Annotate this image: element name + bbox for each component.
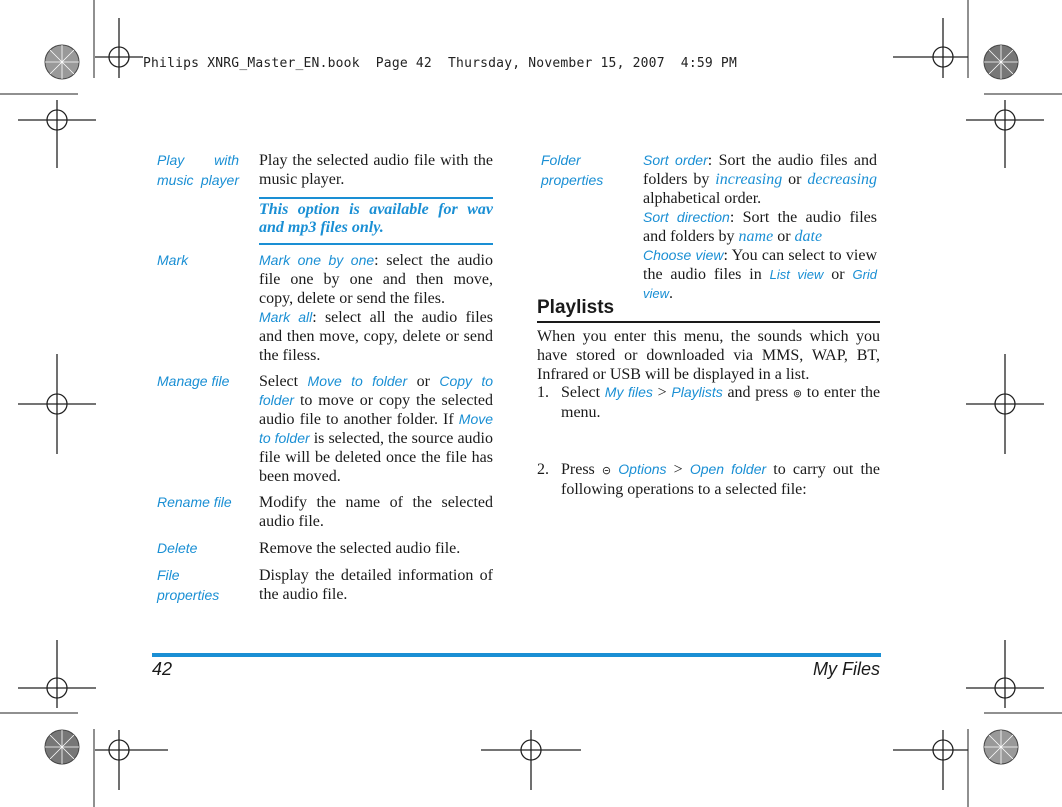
word-or-2: or: [777, 228, 791, 245]
label-manage-file: Manage file: [157, 373, 230, 389]
text-manage-mid: to move or copy the selected audio file to another folder. If: [259, 392, 494, 428]
step-2-press: Press: [561, 461, 595, 478]
label-folder-properties: Folder properties: [541, 152, 604, 188]
text-mark: [259, 251, 493, 365]
link-move-to-folder-2: Move to folder: [259, 411, 494, 446]
text-manage-file: [259, 372, 493, 486]
playlists-intro: When you enter this menu, the sounds which you have stored or downloaded via MMS, WAP, BT, Infrared or USB will be displayed in a list.: [537, 328, 880, 383]
link-copy-to-folder: Copy to folder: [259, 373, 494, 408]
step-1: [537, 383, 880, 422]
text-manage-end: is selected, the source audio file will be deleted once the file has been moved.: [259, 430, 494, 485]
step-1-number: 1.: [537, 384, 549, 401]
term-sort-direction: Sort direction: [643, 209, 730, 225]
soft-key-icon: ⊝: [601, 464, 612, 477]
link-open-folder: Open folder: [689, 461, 767, 477]
heading-playlists: Playlists: [537, 297, 880, 323]
link-playlists: Playlists: [671, 384, 723, 400]
term-list-view: List view: [769, 267, 824, 282]
step-1-press: and press: [727, 384, 789, 401]
text-file-properties: Display the detailed information of the audio file.: [259, 567, 493, 603]
link-move-to-folder: Move to folder: [307, 373, 408, 389]
text-folder-properties: [643, 151, 877, 303]
label-play-with-music-player: Play with music player: [157, 152, 239, 188]
word-or-3: or: [831, 266, 845, 283]
term-name: name: [738, 228, 774, 245]
text-mark-one-by-one: : select the audio file one by one and then move, copy, delete or send the files.: [259, 252, 493, 307]
text-sort-direction: : Sort the audio files and folders by: [643, 209, 878, 245]
label-delete: Delete: [157, 540, 198, 556]
term-date: date: [794, 228, 823, 245]
text-alphabetical: alphabetical order.: [643, 190, 762, 207]
term-sort-order: Sort order: [643, 152, 708, 168]
text-delete: Remove the selected audio file.: [259, 540, 461, 557]
period: .: [669, 285, 674, 302]
label-rename-file: Rename file: [157, 494, 232, 510]
ok-key-icon: ⊚: [792, 387, 803, 400]
footer-rule: [152, 653, 881, 657]
step-2-end: to carry out the following operations to a selected file:: [561, 461, 881, 498]
word-or-1: or: [788, 171, 802, 188]
text-choose-view: : You can select to view the audio files in: [643, 247, 877, 283]
step-2-number: 2.: [537, 461, 549, 478]
print-header: Philips XNRG_Master_EN.book Page 42 Thursday, November 15, 2007 4:59 PM: [143, 56, 737, 71]
step-2: [537, 460, 880, 499]
page-number: 42: [152, 659, 173, 679]
term-mark-one-by-one: Mark one by one: [259, 252, 375, 268]
term-mark-all: Mark all: [259, 309, 313, 325]
term-choose-view: Choose view: [643, 247, 724, 263]
note-wav-mp3: This option is available for wav and mp3 files only.: [259, 197, 493, 245]
step-1-select: Select: [561, 384, 601, 401]
section-title: My Files: [813, 659, 880, 679]
link-my-files: My files: [604, 384, 653, 400]
text-rename-file: Modify the name of the selected audio file.: [259, 494, 493, 530]
step-1-gt: >: [657, 384, 667, 401]
word-select: Select: [259, 373, 299, 390]
term-decreasing: decreasing: [807, 171, 878, 188]
word-or: or: [416, 373, 430, 390]
label-mark: Mark: [157, 252, 189, 268]
term-increasing: increasing: [715, 171, 783, 188]
text-mark-all: : select all the audio files and then move, copy, delete or send the filess.: [259, 309, 494, 364]
label-file-properties: File properties: [157, 567, 220, 603]
step-1-end: to enter the menu.: [561, 384, 881, 421]
step-2-gt: >: [673, 461, 683, 478]
text-play-with-music-player: Play the selected audio file with the music player.: [259, 152, 493, 188]
link-options: Options: [618, 461, 667, 477]
term-grid-view: Grid view: [643, 267, 878, 301]
text-sort-order: : Sort the audio files and folders by: [643, 152, 878, 188]
